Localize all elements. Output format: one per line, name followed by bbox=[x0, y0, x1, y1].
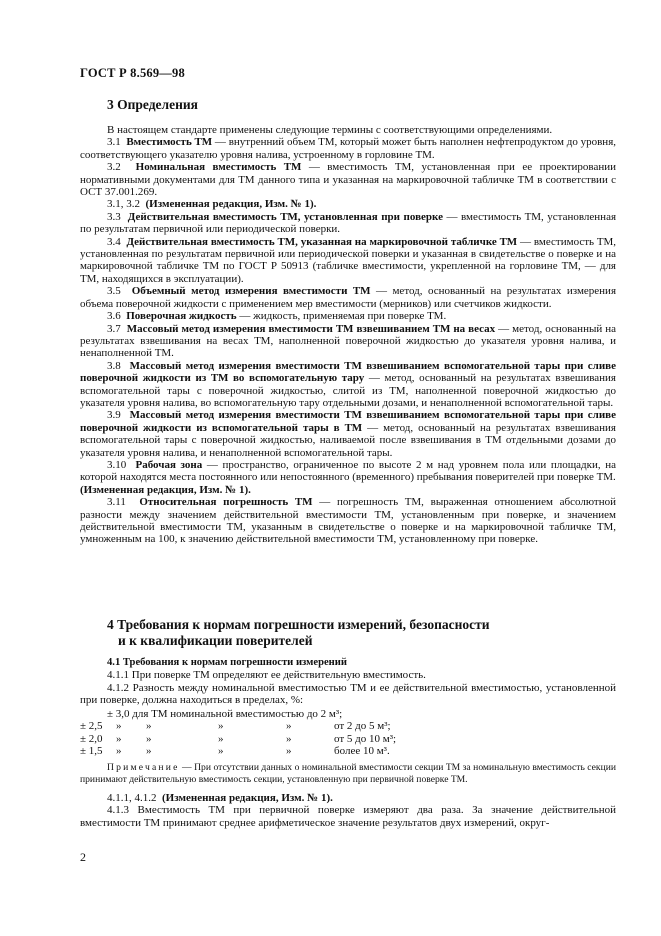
definition-item bbox=[80, 323, 616, 360]
definition-text: — пространство, ограниченное по высоте 2 м над уровнем пола или площадки, на которой находятся места постоянного или непостоянного (временного) пребывания поверителей при поверке ТМ. bbox=[80, 458, 617, 484]
definition-term: Массовый метод измерения вместимости ТМ взвешиванием вспомогательной тары при сливе поверочной жидкости из вспомогательной тары в ТМ bbox=[80, 409, 616, 434]
definition-number: 3.4 bbox=[107, 235, 121, 248]
definitions-list bbox=[80, 136, 616, 483]
definition-3-11 bbox=[80, 496, 616, 546]
ditto-mark: » bbox=[286, 745, 292, 758]
ditto-mark: » bbox=[146, 720, 152, 733]
definition-term: Массовый метод измерения вместимости ТМ взвешиванием ТМ на весах bbox=[126, 322, 496, 335]
definition-number: 3.1, 3.2 bbox=[107, 198, 140, 211]
tolerance-range: от 5 до 10 м³; bbox=[334, 732, 397, 745]
definition-item bbox=[80, 136, 616, 161]
definition-number: 3.8 bbox=[107, 359, 121, 372]
section-4-body bbox=[80, 657, 616, 829]
definition-term: Массовый метод измерения вместимости ТМ взвешиванием вспомогательной тары при сливе поверочной жидкости из ТМ во вспомогательную тару bbox=[80, 359, 616, 385]
definition-text: — внутренний объем ТМ, который может быть наполнен нефтепродуктом до уровня, соответствующего указателю уровня налива, устроенному в горловине ТМ. bbox=[80, 136, 616, 161]
definition-number: 3.11 bbox=[107, 496, 126, 509]
definition-number: 3.7 bbox=[107, 322, 121, 335]
definition-text: — метод, основанный на результатах измерения объема поверочной жидкости с применением мер вместимости (мерников) или счетчиков жидкости. bbox=[80, 285, 617, 310]
definition-number: 3.3 bbox=[107, 210, 121, 223]
definition-item bbox=[80, 211, 616, 236]
section-4-title bbox=[107, 617, 490, 649]
ditto-mark: » bbox=[218, 732, 224, 745]
section-3-intro: В настоящем стандарте применены следующие термины с соответствующими определениями. bbox=[107, 124, 553, 136]
definition-term: Поверочная жидкость bbox=[126, 310, 237, 323]
definition-number: 3.1 bbox=[107, 136, 121, 149]
paragraph-4-1-3: 4.1.3 Вместимость ТМ при первичной поверке измеряют два раза. За значение действительной вместимости ТМ принимают среднее арифметическое значение результатов двух измерений, округ- bbox=[80, 804, 616, 829]
ditto-mark: » bbox=[116, 745, 122, 758]
amendment-number: 4.1.1, 4.1.2 bbox=[107, 791, 157, 804]
definition-text: — жидкость, применяемая при поверке ТМ. bbox=[236, 310, 447, 323]
amendment-text: (Измененная редакция, Изм. № 1). bbox=[162, 791, 333, 804]
ditto-mark: » bbox=[218, 745, 224, 758]
paragraph-4-1-1: 4.1.1 При поверке ТМ определяют ее действительную вместимость. bbox=[107, 669, 426, 682]
amendment-4-1 bbox=[80, 792, 616, 804]
ditto-mark: » bbox=[218, 720, 224, 733]
definition-item bbox=[80, 310, 616, 322]
definition-text: — вместимость ТМ, установленная по результатам первичной или периодической поверки. bbox=[80, 210, 617, 236]
definition-text: — погрешность ТМ, выраженная отношением абсолютной разности между значением действительной вместимости ТМ, установленным при поверке, и значением действительной вместимости ТМ, указанным в свидетельстве о поверке и на маркировочной табличке ТМ, умноженным на 100, к значению действительной вместимости ТМ, установленному при поверке. bbox=[80, 496, 617, 546]
amendment-note: (Измененная редакция, Изм. № 1). bbox=[80, 483, 251, 496]
ditto-mark: » bbox=[116, 720, 122, 733]
tolerance-range: от 2 до 5 м³; bbox=[334, 720, 391, 733]
definition-text: — метод, основанный на результатах взвешивания вспомогательной тары с поверочной жидкостью, наливаемой после взвешивания в ТМ отдельными дозами до указателя уровня налива, и ненаполненной вспомогательной тары. bbox=[80, 421, 616, 459]
document-header: ГОСТ Р 8.569—98 bbox=[80, 66, 185, 80]
tolerance-value: ± 2,5 bbox=[80, 720, 103, 733]
note-text: — При отсутствии данных о номинальной вместимости секции ТМ за номинальную вместимость секции принимают действительную вместимость секции, установленную при первичной поверке ТМ. bbox=[80, 761, 616, 785]
definition-item bbox=[80, 236, 616, 286]
note-label: Примечание bbox=[107, 761, 180, 773]
definition-text: — метод, основанный на результатах взвешивания на весах ТМ, наполненной поверочной жидкостью до указателя уровня налива, и ненаполненной ТМ. bbox=[80, 322, 617, 360]
ditto-mark: » bbox=[116, 732, 122, 745]
ditto-mark: » bbox=[146, 732, 152, 745]
definition-term: Объемный метод измерения вместимости ТМ bbox=[131, 285, 371, 298]
definition-number: 3.10 bbox=[107, 458, 127, 471]
tolerance-row bbox=[80, 720, 616, 733]
tolerance-row bbox=[80, 745, 616, 758]
ditto-mark: » bbox=[146, 745, 152, 758]
paragraph-4-1-2: 4.1.2 Разность между номинальной вместимостью ТМ и ее действительной вместимостью, установленной при поверке, должна находиться в пределах, %: bbox=[80, 681, 616, 707]
definition-term: (Измененная редакция, Изм. № 1). bbox=[145, 198, 317, 211]
definition-term: Действительная вместимость ТМ, указанная на маркировочной табличке ТМ bbox=[126, 235, 518, 248]
definition-item bbox=[80, 459, 616, 484]
tolerance-first: ± 3,0 для ТМ номинальной вместимостью до 2 м³; bbox=[107, 707, 343, 720]
subsection-4-1-title: 4.1 Требования к нормам погрешности измерений bbox=[107, 657, 347, 668]
definition-number: 3.9 bbox=[107, 409, 121, 422]
tolerance-value: ± 1,5 bbox=[80, 745, 103, 758]
definition-term: Действительная вместимость ТМ, установленная при поверке bbox=[127, 210, 443, 223]
ditto-mark: » bbox=[286, 720, 292, 733]
definition-text: — вместимость ТМ, установленная при ее проектировании нормативными документами для ТМ данного типа и указанная на маркировочной табличке ТМ в соответствии с ОСТ 37.001.269. bbox=[80, 161, 616, 199]
definition-number: 3.2 bbox=[107, 161, 121, 174]
definition-number: 3.6 bbox=[107, 310, 121, 323]
definition-text: — вместимость ТМ, установленная по результатам первичной или периодической поверки и указанная в свидетельстве о поверке и на маркировочной табличке ТМ по ГОСТ Р 50913 (табличке вместимости, укрепленной на горловине ТМ, — для ТМ, находящихся в эксплуатации). bbox=[80, 235, 617, 285]
tolerance-range: более 10 м³. bbox=[334, 745, 390, 758]
definition-term: Номинальная вместимость ТМ bbox=[135, 161, 302, 174]
definition-term: Вместимость ТМ bbox=[126, 136, 213, 149]
section-3-body bbox=[80, 124, 616, 546]
section-3-title: 3 Определения bbox=[107, 97, 198, 112]
definition-item bbox=[80, 360, 616, 410]
definition-item bbox=[80, 285, 616, 310]
ditto-mark: » bbox=[286, 732, 292, 745]
page-number: 2 bbox=[80, 850, 86, 864]
definition-item bbox=[80, 161, 616, 198]
definition-term: Рабочая зона bbox=[135, 458, 203, 471]
definition-item bbox=[80, 409, 616, 459]
definition-text: — метод, основанный на результатах взвешивания вспомогательной тары с поверочной жидкостью, слитой из ТМ, наполненной поверочной жидкостью до указателя уровня налива, во вспомогательную тару отдельными дозами, и ненаполненной вспомогательной тары. bbox=[80, 372, 616, 409]
tolerance-row bbox=[80, 733, 616, 746]
definition-term: Относительная погрешность ТМ bbox=[139, 496, 313, 509]
definition-item bbox=[80, 198, 616, 210]
definition-number: 3.5 bbox=[107, 285, 121, 298]
note-block bbox=[80, 762, 616, 786]
section-4-title-line1: 4 Требования к нормам погрешности измерений, безопасности bbox=[107, 617, 490, 632]
tolerance-value: ± 2,0 bbox=[80, 732, 103, 745]
section-4-title-line2: и к квалификации поверителей bbox=[118, 633, 313, 648]
tolerance-table bbox=[80, 720, 616, 758]
